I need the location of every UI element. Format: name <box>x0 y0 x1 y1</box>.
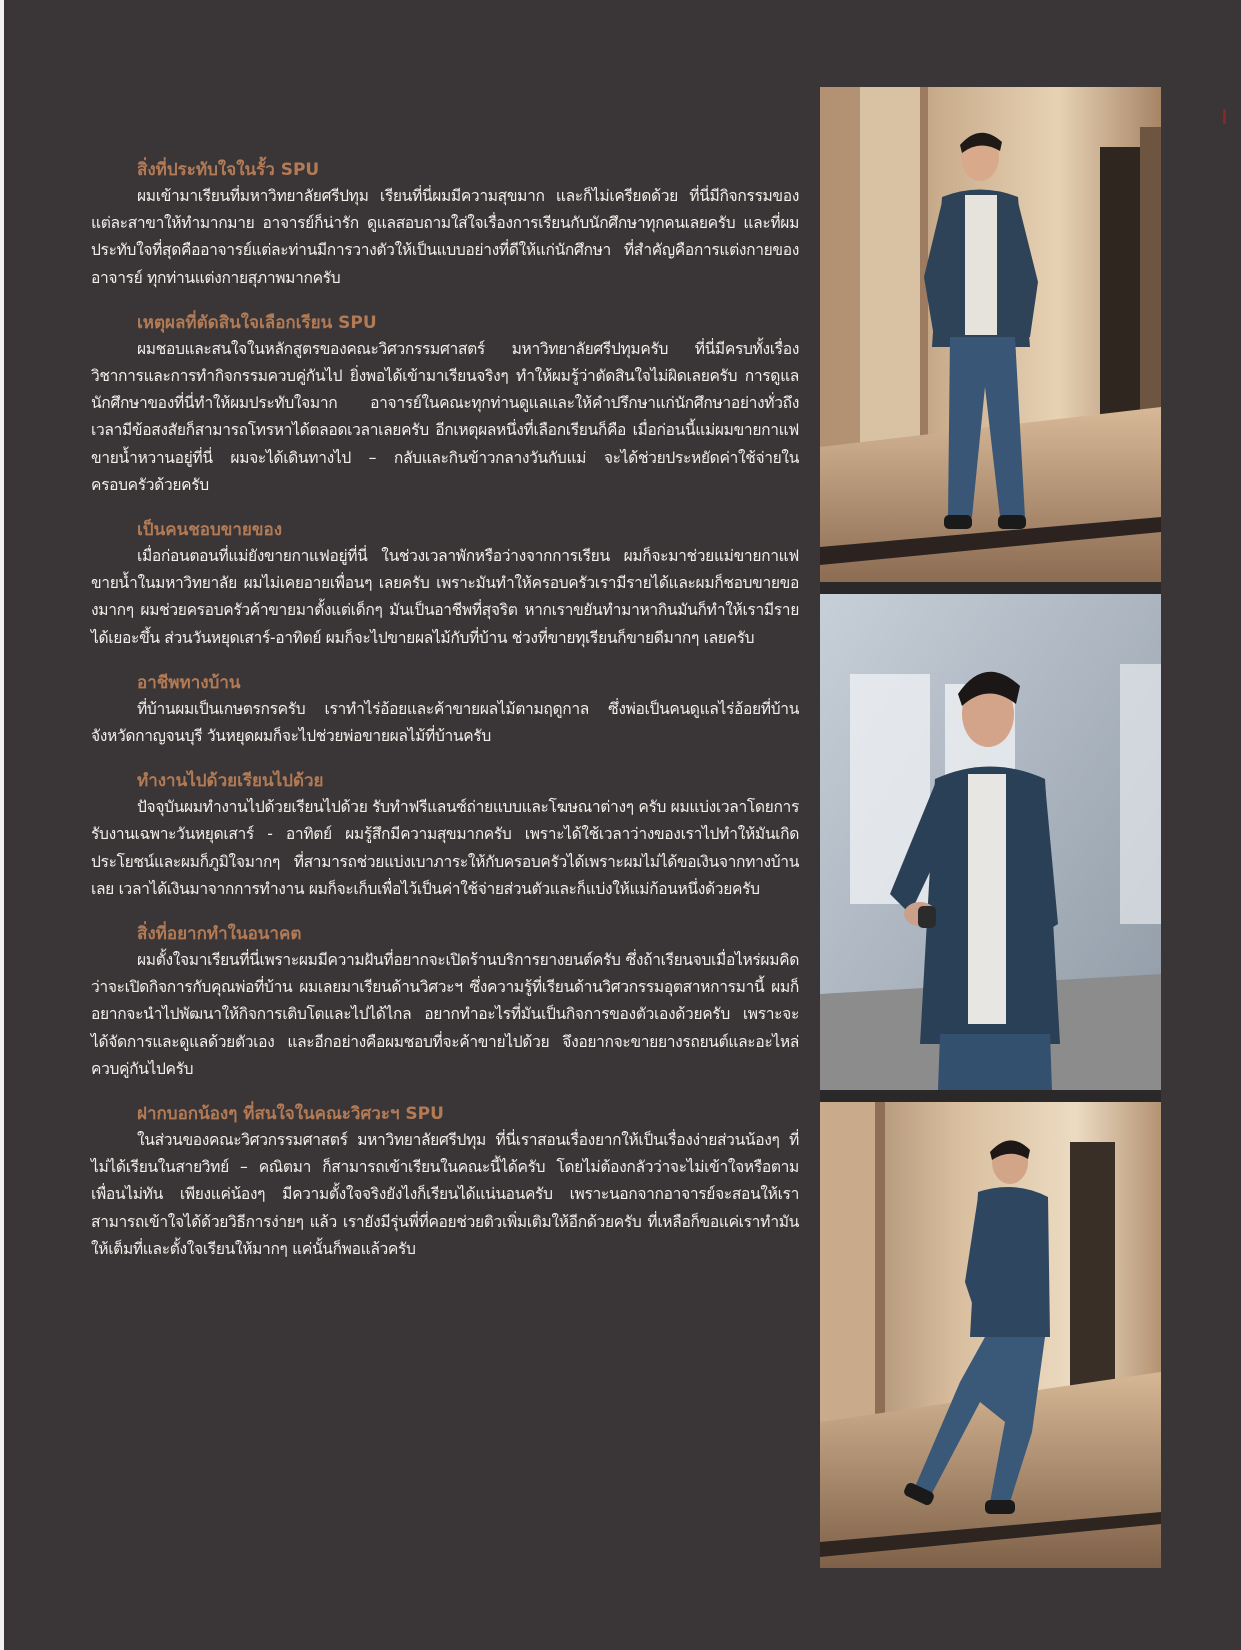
photo-portrait-image <box>820 594 1161 1090</box>
section-heading: ฝากบอกน้องๆ ที่สนใจในคณะวิศวะฯ SPU <box>137 1104 444 1125</box>
section-heading: เป็นคนชอบขายของ <box>137 520 283 541</box>
article-section <box>91 922 799 1083</box>
article-section <box>91 1102 799 1263</box>
section-body: ผมตั้งใจมาเรียนที่นี่เพราะผมมีความฝันที่อยากจะเปิดร้านบริการยางยนต์ครับ ซึ่งถ้าเรียนจบเมื่อไหร่ผมคิดว่าจะเปิดกิจการกับคุณพ่อที่บ้าน ผมเลยมาเรียนด้านวิศวะฯ ซึ่งความรู้ที่เรียนด้านวิศวกรรมอุตสาหการมานี้ ผมก็อยากจะนำไปพัฒนาให้กิจการเติบโตและไปได้ไกล อยากทำอะไรที่มันเป็นกิจการของตัวเองด้วยครับ เพราะจะได้จัดการและดูแลด้วยตัวเอง และอีกอย่างคือผมชอบที่จะค้าขายไปด้วย จึงอยากจะขายยางรถยนต์และอะไหล่ควบคู่กันไปครับ <box>91 951 799 1078</box>
section-body: ปัจจุบันผมทำงานไปด้วยเรียนไปด้วย รับทำฟรีแลนซ์ถ่ายแบบและโฆษณาต่างๆ ครับ ผมแบ่งเวลาโดยการรับงานเฉพาะวันหยุดเสาร์ - อาทิตย์ ผมรู้สึกมีความสุขมากครับ เพราะได้ใช้เวลาว่างของเราไปทำให้มันเกิดประโยชน์และผมก็ภูมิใจมากๆ ที่สามารถช่วยแบ่งเบาภาระให้กับครอบครัวได้เพราะผมไม่ได้ขอเงินจากทางบ้านเลย เวลาได้เงินมาจากการทำงาน ผมก็จะเก็บเพื่อไว้เป็นค่าใช้จ่ายส่วนตัวและก็แบ่งให้แม่ก้อนหนึ่งด้วยครับ <box>91 798 799 898</box>
student-photo-portrait <box>820 594 1161 1090</box>
photo-standing-image <box>820 87 1161 582</box>
section-body: ที่บ้านผมเป็นเกษตรกรครับ เราทำไร่อ้อยและค้าขายผลไม้ตามฤดูกาล ซึ่งพ่อเป็นคนดูแลไร่อ้อยที่บ้าน จังหวัดกาญจนบุรี วันหยุดผมก็จะไปช่วยพ่อขายผลไม้ที่บ้านครับ <box>91 699 799 746</box>
section-body: ผมชอบและสนใจในหลักสูตรของคณะวิศวกรรมศาสตร์ มหาวิทยาลัยศรีปทุมครับ ที่นี่มีครบทั้งเรื่องวิชาการและการทำกิจกรรมควบคู่กันไป ยิ่งพอได้เข้ามาเรียนจริงๆ ทำให้ผมรู้ว่าตัดสินใจไม่ผิดเลยครับ การดูแลนักศึกษาของที่นี่ทำให้ผมประทับใจมาก อาจารย์ในคณะทุกท่านดูแลและให้คำปรึกษาแก่นักศึกษาอย่างทั่วถึง เวลามีข้อสงสัยก็สามารถโทรหาได้ตลอดเวลาเลยครับ อีกเหตุผลหนึ่งที่เลือกเรียนก็คือ เมื่อก่อนนี้แม่ผมขายกาแฟ ขายน้ำหวานอยู่ที่นี่ ผมจะได้เดินทางไป – กลับและกินข้าวกลางวันกับแม่ จะได้ช่วยประหยัดค่าใช้จ่ายในครอบครัวด้วยครับ <box>91 339 799 494</box>
section-heading: อาชีพทางบ้าน <box>137 672 241 693</box>
section-heading: สิ่งที่ประทับใจในรั้ว SPU <box>137 160 320 180</box>
section-body: ในส่วนของคณะวิศวกรรมศาสตร์ มหาวิทยาลัยศรีปทุม ที่นี่เราสอนเรื่องยากให้เป็นเรื่องง่ายส่วนน้องๆ ที่ไม่ได้เรียนในสายวิทย์ – คณิตมา ก็สามารถเข้าเรียนในคณะนี้ได้ครับ โดยไม่ต้องกลัวว่าจะไม่เข้าใจหรือตามเพื่อนไม่ทัน เพียงแค่น้องๆ มีความตั้งใจจริงยังไงก็เรียนได้แน่นอนครับ เพราะนอกจากอาจารย์จะสอนให้เราสามารถเข้าใจได้ด้วยวิธีการง่ายๆ แล้ว เรายังมีรุ่นพี่ที่คอยช่วยติวเพิ่มเติมให้อีกด้วยครับ ที่เหลือก็ขอแค่เราทำมันให้เต็มที่และตั้งใจเรียนให้มากๆ แค่นั้นก็พอแล้วครับ <box>91 1131 799 1258</box>
photo-walking-image <box>820 1102 1161 1568</box>
article-section <box>91 311 799 499</box>
student-photo-walking <box>820 1102 1161 1568</box>
section-heading: ทำงานไปด้วยเรียนไปด้วย <box>137 771 324 792</box>
article-section <box>91 769 799 903</box>
section-body: ผมเข้ามาเรียนที่มหาวิทยาลัยศรีปทุม เรียนที่นี่ผมมีความสุขมาก และก็ไม่เครียดด้วย ที่นี่มีกิจกรรมของแต่ละสาขาให้ทำมากมาย อาจารย์ก็น่ารัก ดูแลสอบถามใส่ใจเรื่องการเรียนกับนักศึกษาทุกคนเลยครับ และที่ผมประทับใจที่สุดคืออาจารย์แต่ละท่านมีการวางตัวให้เป็นแบบอย่างที่ดีให้แก่นักศึกษา ที่สำคัญคือการแต่งกายของอาจารย์ ทุกท่านแต่งกายสุภาพมากครับ <box>91 187 799 287</box>
article-section <box>91 158 799 292</box>
section-heading: สิ่งที่อยากทำในอนาคต <box>137 924 302 945</box>
interview-article <box>91 158 799 1282</box>
article-section <box>91 671 799 750</box>
article-section <box>91 518 799 652</box>
page-edge-marker <box>1223 109 1226 124</box>
section-heading: เหตุผลที่ตัดสินใจเลือกเรียน SPU <box>137 312 377 333</box>
student-photo-standing <box>820 87 1161 582</box>
section-body: เมื่อก่อนตอนที่แม่ยังขายกาแฟอยู่ที่นี่ ในช่วงเวลาพักหรือว่างจากการเรียน ผมก็จะมาช่วยแม่ขายกาแฟ ขายน้ำในมหาวิทยาลัย ผมไม่เคยอายเพื่อนๆ เลยครับ เพราะมันทำให้ครอบครัวเรามีรายได้และผมก็ชอบขายของมากๆ ผมช่วยครอบครัวค้าขายมาตั้งแต่เด็กๆ มันเป็นอาชีพที่สุจริต หากเราขยันทำมาหากินมันก็ทำให้เรามีรายได้เยอะขึ้น ส่วนวันหยุดเสาร์-อาทิตย์ ผมก็จะไปขายผลไม้กับที่บ้าน ช่วงที่ขายทุเรียนก็ขายดีมากๆ เลยครับ <box>91 547 799 647</box>
magazine-page <box>4 0 1241 1650</box>
photo-column <box>820 87 1161 1568</box>
